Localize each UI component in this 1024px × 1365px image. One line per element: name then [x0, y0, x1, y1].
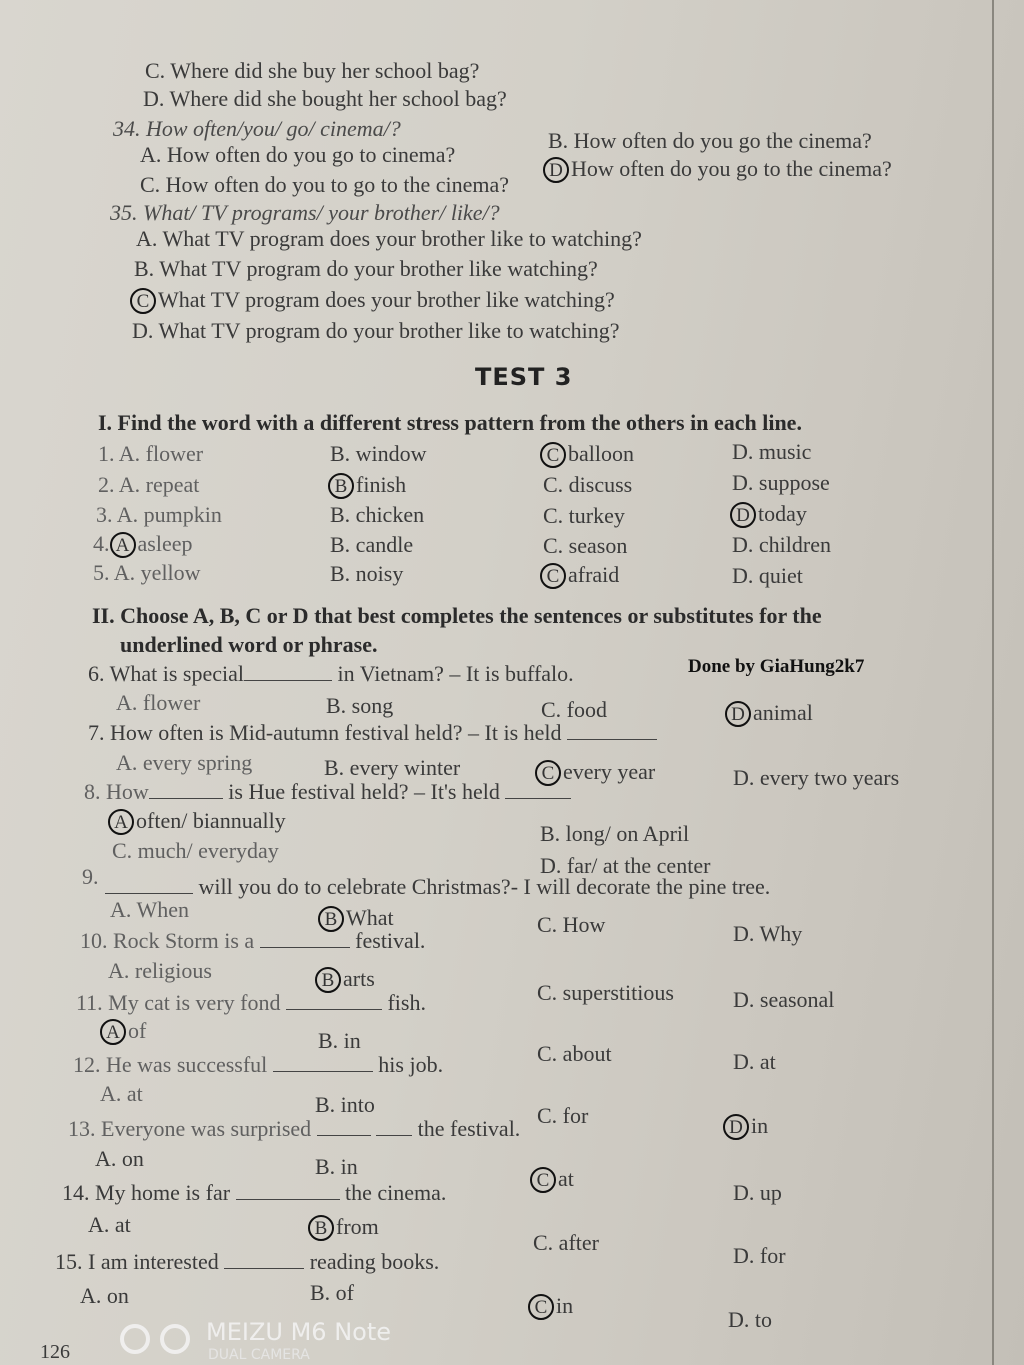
- answer-circle: D: [723, 1114, 749, 1140]
- q13-question: [68, 1116, 520, 1142]
- q-text: 10. Rock Storm is a: [80, 928, 255, 953]
- q35-option-a: A. What TV program does your brother like to watching?: [136, 226, 642, 251]
- option-text: How often do you go to the cinema?: [571, 156, 892, 181]
- p1-r2-d: D. suppose: [732, 470, 830, 495]
- q-text: the festival.: [417, 1116, 521, 1141]
- p1-r3-c: C. turkey: [543, 503, 625, 528]
- q8-question: [84, 779, 571, 805]
- q35-option-b: B. What TV program do your brother like watching?: [134, 256, 598, 281]
- option-text: in: [751, 1113, 769, 1138]
- q11-b: B. in: [318, 1028, 361, 1053]
- q10-question: [80, 928, 425, 954]
- camera-watermark: [120, 1318, 480, 1365]
- q11-question: [76, 990, 426, 1016]
- q14-d: D. for: [733, 1243, 786, 1268]
- blank: [567, 739, 657, 740]
- q34-prompt: 34. How often/you/ go/ cinema/?: [113, 116, 401, 141]
- q10-d: D. seasonal: [733, 987, 835, 1012]
- part2-heading-cont: underlined word or phrase.: [120, 632, 378, 657]
- page-edge: [992, 0, 994, 1365]
- q12-c: C. for: [537, 1103, 589, 1128]
- q-text: 12. He was successful: [73, 1052, 268, 1077]
- q9-a: A. When: [110, 897, 190, 922]
- p1-r1-c: [540, 441, 634, 468]
- answer-circle: B: [318, 906, 344, 932]
- blank: [149, 798, 223, 799]
- page-number: 126: [40, 1341, 70, 1363]
- q15-b: B. of: [310, 1280, 354, 1305]
- option-text: What TV program does your brother like watching?: [158, 287, 615, 312]
- q14-b: [308, 1214, 379, 1241]
- q15-a: A. on: [80, 1283, 129, 1308]
- test-title: TEST 3: [475, 363, 573, 391]
- row-number: 4.: [93, 531, 110, 556]
- option-text: arts: [343, 966, 375, 991]
- p1-r5-c: [540, 562, 619, 589]
- p1-r4-c: C. season: [543, 533, 628, 558]
- q34-option-c: C. How often do you to go to the cinema?: [140, 172, 510, 197]
- q35-option-d: D. What TV program do your brother like to watching?: [132, 318, 620, 343]
- part1-heading: I. Find the word with a different stress pattern from the others in each line.: [98, 410, 802, 435]
- option-text: at: [558, 1166, 574, 1191]
- q9-c: C. How: [537, 912, 606, 937]
- q15-c: [528, 1293, 573, 1320]
- q-text: 7. How often is Mid-autumn festival held? – It is held: [88, 720, 562, 745]
- option-text: asleep: [137, 531, 193, 556]
- answer-circle: B: [308, 1215, 334, 1241]
- blank: [224, 1268, 304, 1269]
- q9-number: 9.: [82, 864, 99, 889]
- option-text: What: [346, 905, 394, 930]
- q-text: fish.: [387, 990, 426, 1015]
- part2-heading: II. Choose A, B, C or D that best completes the sentences or substitutes for the: [92, 603, 822, 628]
- p1-r3-b: B. chicken: [330, 502, 425, 527]
- p1-r2-b: [328, 472, 406, 499]
- q34-option-b: B. How often do you go the cinema?: [548, 128, 872, 153]
- q35-prompt: 35. What/ TV programs/ your brother/ like/?: [110, 200, 500, 225]
- answer-circle: A: [110, 532, 136, 558]
- q35-option-c: [130, 287, 615, 314]
- q6-b: B. song: [326, 693, 394, 718]
- answer-circle: D: [730, 502, 756, 528]
- answer-circle: D: [543, 157, 569, 183]
- option-text: from: [336, 1214, 379, 1239]
- option-text: afraid: [568, 562, 620, 587]
- q10-a: A. religious: [108, 958, 212, 983]
- q-text: 8. How: [84, 779, 149, 804]
- q14-question: [62, 1180, 446, 1206]
- q7-b: B. every winter: [324, 755, 461, 780]
- q12-d: [723, 1113, 768, 1140]
- aperture-icon: [160, 1324, 190, 1354]
- credit-text: Done by GiaHung2k7: [688, 656, 865, 677]
- option-text: often/ biannually: [136, 808, 286, 833]
- aperture-icon: [120, 1324, 150, 1354]
- q-text: festival.: [355, 928, 426, 953]
- q14-c: C. after: [533, 1230, 599, 1255]
- q8-d: D. far/ at the center: [540, 853, 711, 878]
- answer-circle: C: [130, 288, 156, 314]
- blank: [105, 893, 193, 894]
- q33-option-d: D. Where did she bought her school bag?: [143, 86, 507, 111]
- answer-circle: C: [540, 563, 566, 589]
- q7-d: D. every two years: [733, 765, 900, 790]
- option-text: animal: [753, 700, 813, 725]
- q7-a: A. every spring: [116, 750, 253, 775]
- q13-b: B. in: [315, 1154, 358, 1179]
- q11-c: C. about: [537, 1041, 612, 1066]
- q15-question: [55, 1249, 439, 1275]
- q13-a: A. on: [95, 1146, 144, 1171]
- q-text: the cinema.: [345, 1180, 447, 1205]
- p1-r3-a: 3. A. pumpkin: [96, 502, 222, 527]
- watermark-model: MEIZU M6 Note: [206, 1318, 392, 1346]
- q-text: 6. What is special: [88, 661, 244, 686]
- q11-a: [100, 1018, 146, 1045]
- q12-a: A. at: [100, 1081, 143, 1106]
- p1-r5-b: B. noisy: [330, 561, 404, 586]
- q13-c: [530, 1166, 574, 1193]
- answer-circle: C: [535, 760, 561, 786]
- q9-d: D. Why: [733, 921, 803, 946]
- option-text: of: [128, 1018, 147, 1043]
- q11-d: D. at: [733, 1049, 776, 1074]
- p1-r1-b: B. window: [330, 441, 427, 466]
- answer-circle: A: [108, 809, 134, 835]
- answer-circle: C: [528, 1294, 554, 1320]
- q8-a: [108, 808, 286, 835]
- q-text: 11. My cat is very fond: [76, 990, 281, 1015]
- p1-r4-d: D. children: [732, 532, 831, 557]
- q10-b: [315, 966, 375, 993]
- q6-d: [725, 700, 813, 727]
- answer-circle: B: [328, 473, 354, 499]
- q-text: his job.: [378, 1052, 444, 1077]
- q-text: 15. I am interested: [55, 1249, 219, 1274]
- q15-d: D. to: [728, 1307, 772, 1332]
- blank: [244, 680, 332, 681]
- q14-a: A. at: [88, 1212, 131, 1237]
- answer-circle: B: [315, 967, 341, 993]
- blank: [273, 1071, 373, 1072]
- p1-r1-d: D. music: [732, 439, 812, 464]
- blank: [317, 1135, 371, 1136]
- blank: [376, 1135, 412, 1136]
- q-text: is Hue festival held? – It's held: [228, 779, 500, 804]
- q-text: in Vietnam? – It is buffalo.: [337, 661, 574, 686]
- option-text: every year: [563, 759, 656, 784]
- q6-a: A. flower: [116, 690, 201, 715]
- q6-c: C. food: [541, 697, 607, 722]
- q8-b: B. long/ on April: [540, 821, 690, 846]
- q13-d: D. up: [733, 1180, 782, 1205]
- p1-r5-a: 5. A. yellow: [93, 560, 201, 585]
- q-text: will you do to celebrate Christmas?- I will decorate the pine tree.: [198, 874, 771, 899]
- p1-r3-d: [730, 501, 807, 528]
- p1-r4-b: B. candle: [330, 532, 414, 557]
- blank: [505, 798, 571, 799]
- q6-question: [88, 661, 574, 687]
- q10-c: C. superstitious: [537, 980, 674, 1005]
- answer-circle: C: [540, 442, 566, 468]
- q33-option-c: C. Where did she buy her school bag?: [145, 58, 480, 83]
- p1-r2-a: 2. A. repeat: [98, 472, 200, 497]
- blank: [286, 1009, 382, 1010]
- q-text: 14. My home is far: [62, 1180, 231, 1205]
- q-text: reading books.: [309, 1249, 440, 1274]
- q8-c: C. much/ everyday: [112, 838, 279, 863]
- option-text: in: [556, 1293, 574, 1318]
- p1-r4-a: [93, 531, 192, 558]
- answer-circle: A: [100, 1019, 126, 1045]
- blank: [236, 1199, 340, 1200]
- answer-circle: D: [725, 701, 751, 727]
- p1-r2-c: C. discuss: [543, 472, 633, 497]
- q12-b: B. into: [315, 1092, 375, 1117]
- option-text: today: [758, 501, 807, 526]
- option-text: balloon: [568, 441, 634, 466]
- q34-option-a: A. How often do you go to cinema?: [140, 142, 456, 167]
- answer-circle: C: [530, 1167, 556, 1193]
- p1-r1-a: 1. A. flower: [98, 441, 204, 466]
- p1-r5-d: D. quiet: [732, 563, 803, 588]
- q-text: 13. Everyone was surprised: [68, 1116, 312, 1141]
- blank: [260, 947, 350, 948]
- option-text: finish: [356, 472, 407, 497]
- watermark-subtitle: DUAL CAMERA: [208, 1347, 310, 1363]
- q9-question: [105, 874, 770, 900]
- q12-question: [73, 1052, 443, 1078]
- q34-option-d: [543, 156, 892, 183]
- q7-question: [88, 720, 657, 746]
